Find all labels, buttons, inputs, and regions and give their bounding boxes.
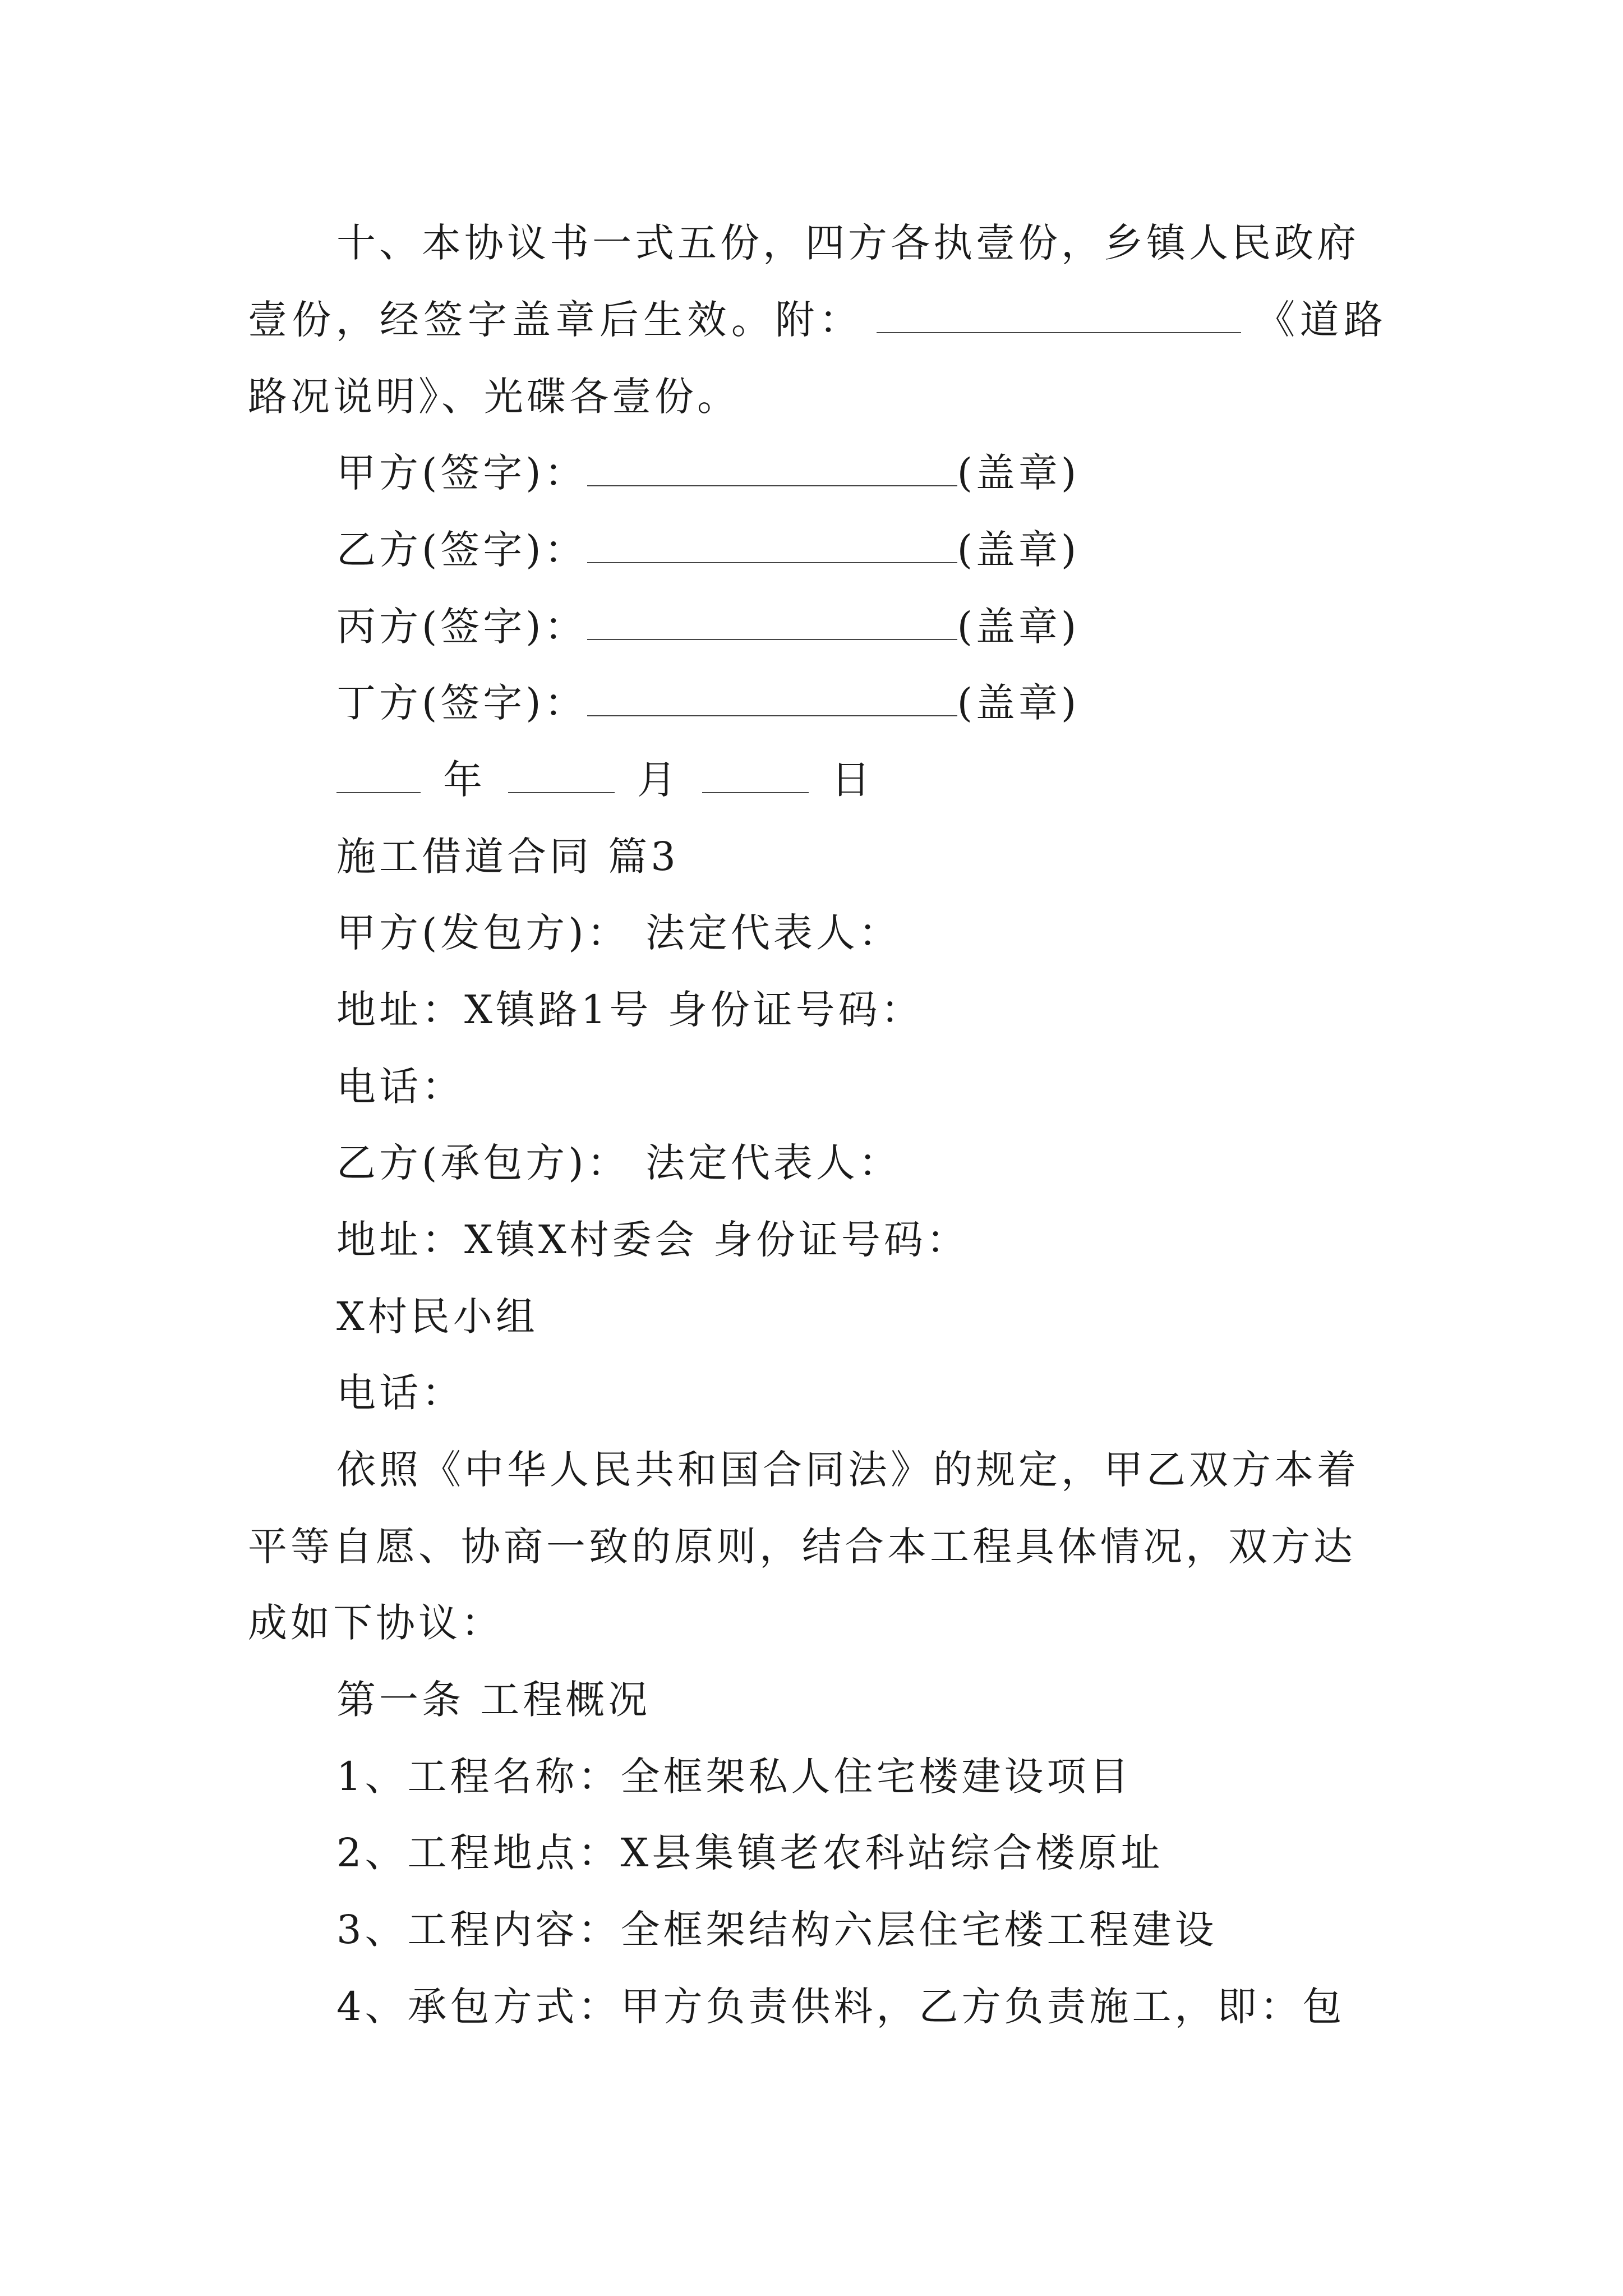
seal-label: (盖章): [957, 604, 1080, 650]
seal-label: (盖章): [957, 527, 1080, 573]
signature-blank[interactable]: [587, 527, 957, 563]
preamble-line3: 成如下协议：: [248, 1600, 504, 1646]
party-a-line1: 甲方(发包方)： 法定代表人：: [336, 910, 901, 956]
year-label: 年: [443, 757, 486, 803]
seal-label: (盖章): [957, 450, 1080, 496]
signature-blank[interactable]: [587, 450, 957, 486]
signature-label: 丁方(签字)：: [336, 680, 587, 726]
year-blank[interactable]: [336, 757, 421, 793]
section-title: 施工借道合同 篇3: [336, 834, 679, 880]
month-label: 月: [637, 757, 680, 803]
party-a-address: 地址：X镇路1号 身份证号码：: [336, 987, 924, 1033]
attachment-blank[interactable]: [877, 297, 1241, 333]
party-b-address: 地址：X镇X村委会 身份证号码：: [336, 1217, 969, 1263]
article1-item: 1、工程名称：全框架私人住宅楼建设项目: [336, 1754, 1132, 1800]
month-blank[interactable]: [508, 757, 615, 793]
day-label: 日: [831, 757, 874, 803]
party-b-phone: 电话：: [336, 1370, 464, 1416]
clause10-line2-text: 壹份，经签字盖章后生效。附：: [248, 297, 863, 343]
clause10-line3: 路况说明》、光碟各壹份。: [248, 374, 740, 420]
preamble-line1: 依照《中华人民共和国合同法》的规定，甲乙双方本着: [336, 1447, 1359, 1493]
article1-item: 4、承包方式：甲方负责供料，乙方负责施工，即：包: [336, 1984, 1345, 2030]
clause10-line2: [248, 295, 1386, 345]
signature-blank[interactable]: [587, 604, 957, 640]
article1-item: 3、工程内容：全框架结构六层住宅楼工程建设: [336, 1907, 1218, 1953]
signature-row-c: [336, 601, 1080, 652]
clause10-line2-tail: 《道路: [1254, 297, 1387, 343]
clause10-line1: 十、本协议书一式五份，四方各执壹份，乡镇人民政府: [336, 220, 1359, 266]
party-b-group: X村民小组: [336, 1294, 538, 1340]
date-row: [336, 754, 874, 805]
signature-row-b: [336, 524, 1080, 575]
article1-item: 2、工程地点：X县集镇老农科站综合楼原址: [336, 1830, 1164, 1876]
signature-row-a: [336, 448, 1080, 498]
signature-blank[interactable]: [587, 680, 957, 716]
party-a-phone: 电话：: [336, 1064, 464, 1110]
article1-title: 第一条 工程概况: [336, 1677, 651, 1723]
seal-label: (盖章): [957, 680, 1080, 726]
signature-label: 乙方(签字)：: [336, 527, 587, 573]
preamble-line2: 平等自愿、协商一致的原则，结合本工程具体情况，双方达: [248, 1524, 1356, 1570]
signature-row-d: [336, 678, 1080, 728]
signature-label: 甲方(签字)：: [336, 450, 587, 496]
signature-label: 丙方(签字)：: [336, 604, 587, 650]
party-b-line1: 乙方(承包方)： 法定代表人：: [336, 1140, 901, 1186]
day-blank[interactable]: [702, 757, 809, 793]
